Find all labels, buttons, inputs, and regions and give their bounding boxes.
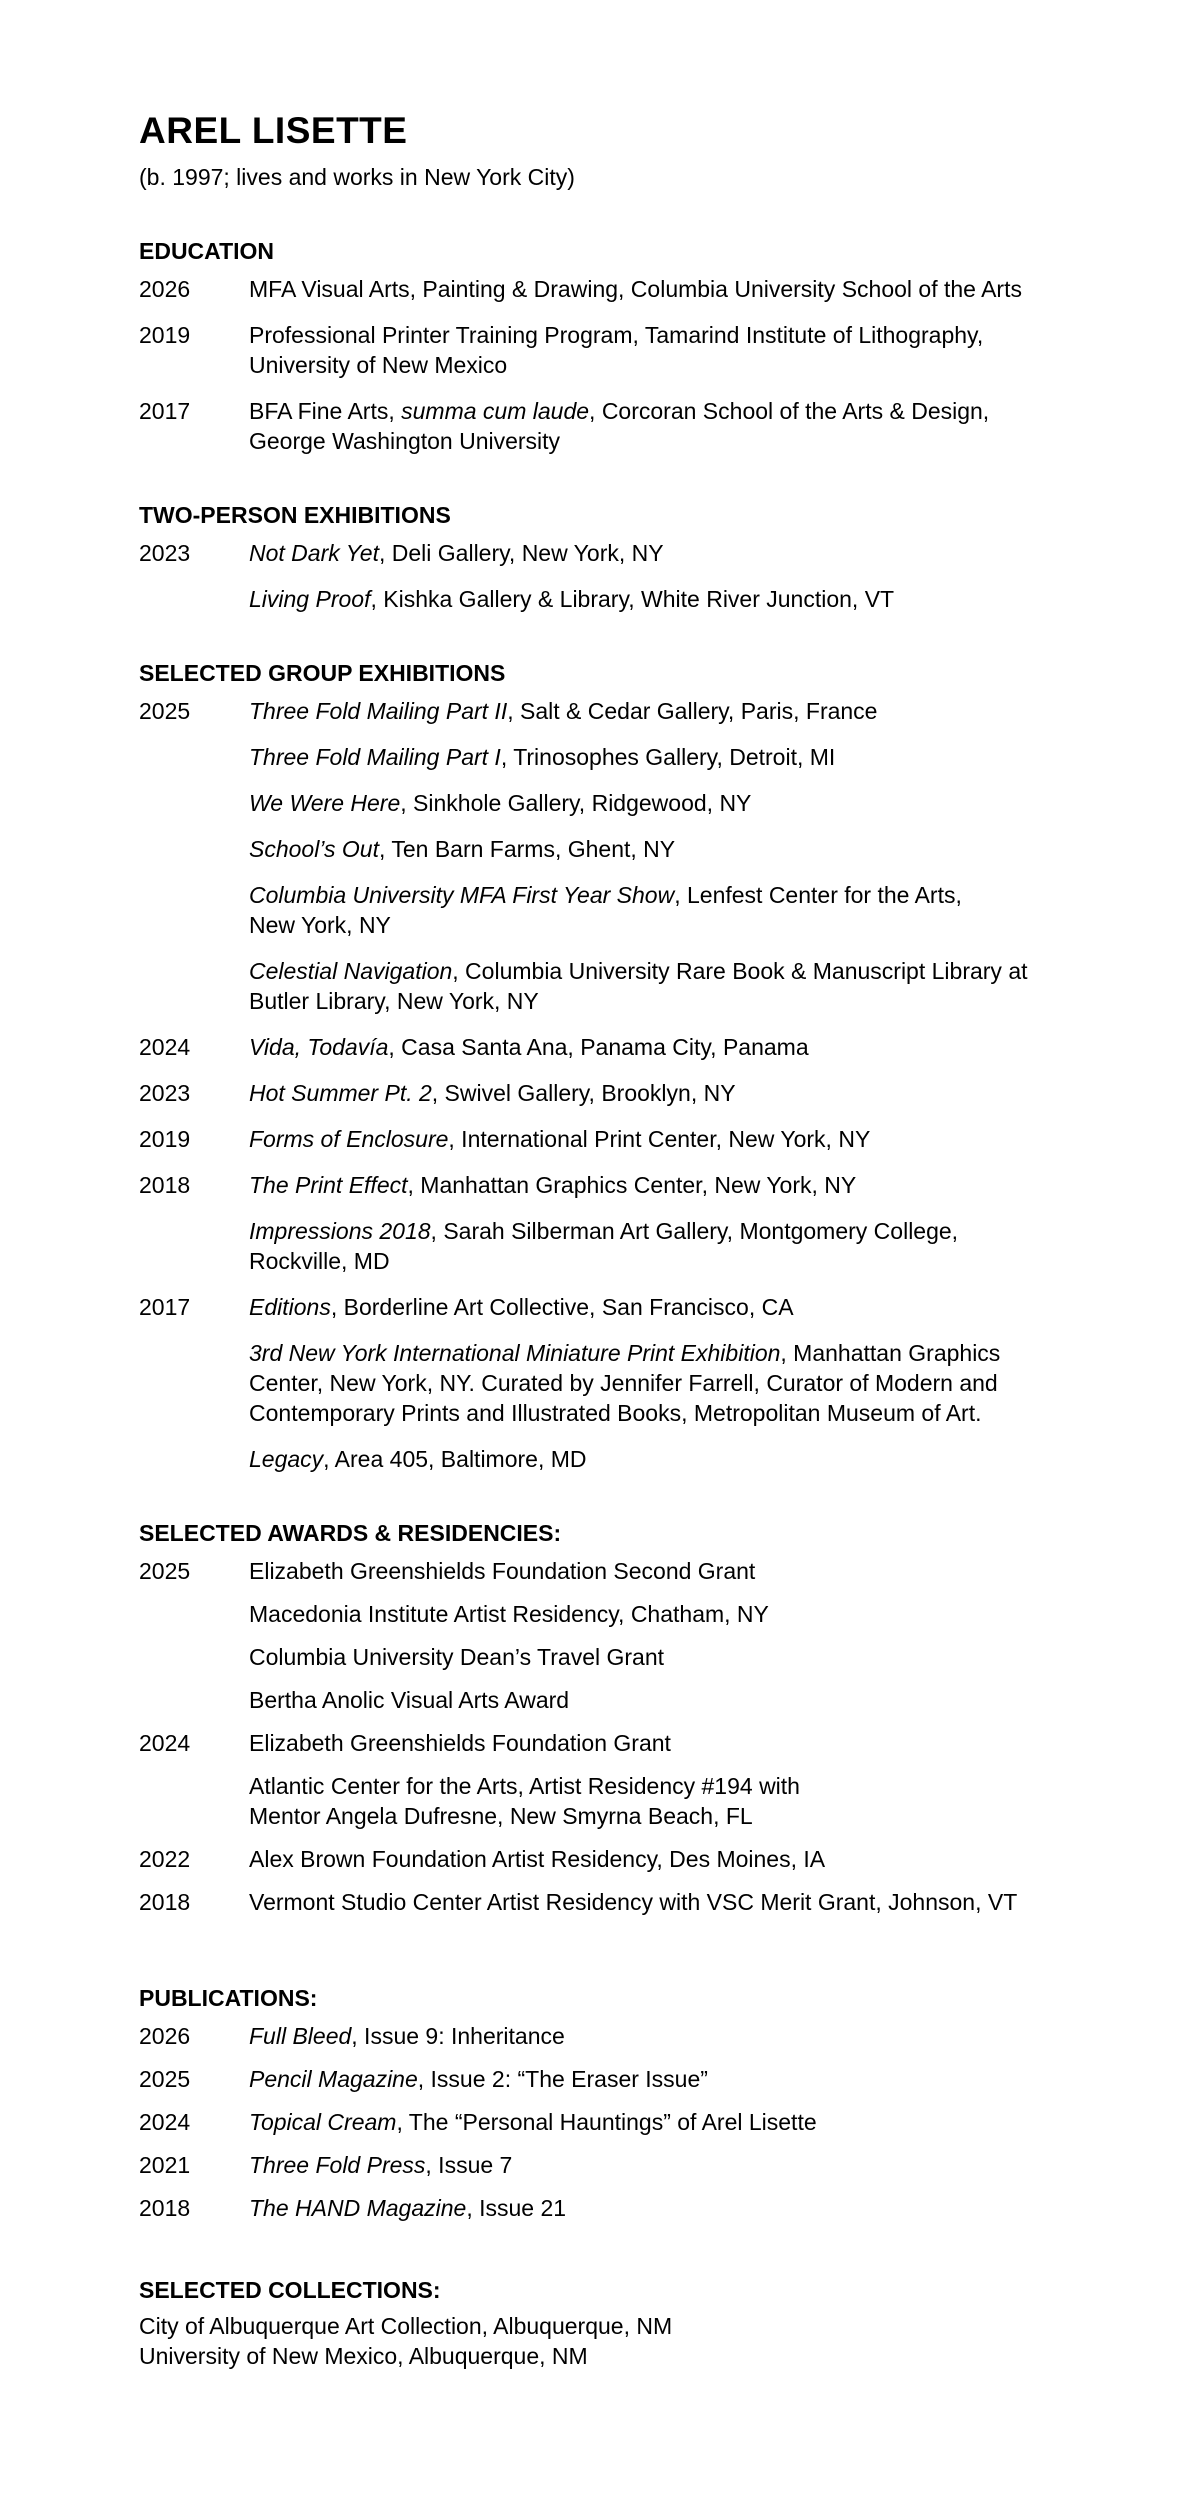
publications-section [139, 1983, 1059, 2223]
publications-heading: PUBLICATIONS: [139, 1985, 318, 2011]
entry-year [139, 1642, 249, 1672]
entry-title: We Were Here [249, 790, 401, 816]
group-exhibition-entry [139, 1292, 1059, 1322]
education-entry [139, 396, 1059, 456]
entry-text: Forms of Enclosure, International Print Center, New York, NY [249, 1126, 871, 1152]
entry-title: Three Fold Press [249, 2152, 426, 2178]
artist-name: AREL LISETTE [139, 110, 408, 151]
entry-text: We Were Here, Sinkhole Gallery, Ridgewood, NY [249, 790, 752, 816]
award-entry [139, 1728, 1059, 1758]
entry-year [139, 1685, 249, 1715]
entry-text: Full Bleed, Issue 9: Inheritance [249, 2023, 565, 2049]
entry-text: School’s Out, Ten Barn Farms, Ghent, NY [249, 836, 676, 862]
publication-entry [139, 2150, 1059, 2180]
publication-entry [139, 2107, 1059, 2137]
collections-heading: SELECTED COLLECTIONS: [139, 2277, 441, 2303]
entry-text: Living Proof, Kishka Gallery & Library, White River Junction, VT [249, 586, 895, 612]
entry-text: Elizabeth Greenshields Foundation Second Grant [249, 1558, 756, 1584]
entry-year [139, 880, 249, 940]
education-entry [139, 274, 1059, 304]
entry-title: Hot Summer Pt. 2 [249, 1080, 432, 1106]
education-heading: EDUCATION [139, 238, 275, 264]
awards-heading: SELECTED AWARDS & RESIDENCIES: [139, 1520, 562, 1546]
group-exhibitions-heading: SELECTED GROUP EXHIBITIONS [139, 660, 506, 686]
entry-year: 2023 [139, 540, 191, 566]
entry-text: Pencil Magazine, Issue 2: “The Eraser Issue” [249, 2066, 708, 2092]
entry-year [139, 834, 249, 864]
group-exhibition-entry [139, 1216, 1059, 1276]
group-exhibition-entry [139, 1338, 1059, 1428]
two-person-entry [139, 584, 1059, 614]
entry-year: 2024 [139, 2109, 191, 2135]
award-entry [139, 1556, 1059, 1586]
entry-title: Columbia University MFA First Year Show [249, 882, 675, 908]
entry-year: 2019 [139, 1126, 191, 1152]
group-exhibition-entry [139, 956, 1059, 1016]
education-section [139, 236, 1059, 456]
entry-text: The HAND Magazine, Issue 21 [249, 2195, 567, 2221]
entry-text: Three Fold Mailing Part II, Salt & Cedar Gallery, Paris, France [249, 698, 878, 724]
entry-text: 3rd New York International Miniature Print Exhibition, Manhattan Graphics Center, New York, NY. Curated by Jennifer Farrell, Curator of Modern and Contemporary Prints and Illustrated Books, Metropolitan Museum of Art. [249, 1340, 1001, 1426]
group-exhibitions-section [139, 658, 1059, 1474]
entry-year [139, 1216, 249, 1276]
group-exhibition-entry [139, 696, 1059, 726]
entry-year: 2026 [139, 2023, 191, 2049]
entry-text: Bertha Anolic Visual Arts Award [249, 1687, 570, 1713]
entry-text: MFA Visual Arts, Painting & Drawing, Columbia University School of the Arts [249, 276, 1022, 302]
two-person-entry [139, 538, 1059, 568]
entry-year [139, 788, 249, 818]
entry-year: 2017 [139, 398, 191, 424]
award-entry [139, 1685, 1059, 1715]
entry-title: Full Bleed [249, 2023, 352, 2049]
education-entry [139, 320, 1059, 380]
entry-year: 2024 [139, 1034, 191, 1060]
entry-title: Vida, Todavía [249, 1034, 389, 1060]
award-entry [139, 1844, 1059, 1874]
entry-text: Vida, Todavía, Casa Santa Ana, Panama City, Panama [249, 1034, 809, 1060]
entry-text: Vermont Studio Center Artist Residency with VSC Merit Grant, Johnson, VT [249, 1889, 1018, 1915]
award-entry [139, 1771, 1059, 1831]
artist-bio: (b. 1997; lives and works in New York City) [139, 164, 575, 190]
entry-text: Professional Printer Training Program, Tamarind Institute of Lithography, University of New Mexico [249, 322, 984, 378]
entry-year [139, 584, 249, 614]
entry-year: 2018 [139, 1172, 191, 1198]
entry-year [139, 1338, 249, 1428]
entry-year: 2019 [139, 322, 191, 348]
entry-title: Not Dark Yet [249, 540, 379, 566]
entry-text: BFA Fine Arts, summa cum laude, Corcoran School of the Arts & Design, George Washington University [249, 398, 990, 454]
entry-text: Atlantic Center for the Arts, Artist Residency #194 with Mentor Angela Dufresne, New Smyrna Beach, FL [249, 1773, 800, 1829]
group-exhibition-entry [139, 880, 1059, 940]
entry-text: Topical Cream, The “Personal Hauntings” of Arel Lisette [249, 2109, 817, 2135]
group-exhibition-entry [139, 1032, 1059, 1062]
entry-year [139, 742, 249, 772]
entry-title: Celestial Navigation [249, 958, 453, 984]
entry-text: Alex Brown Foundation Artist Residency, Des Moines, IA [249, 1846, 826, 1872]
entry-text: Columbia University MFA First Year Show, Lenfest Center for the Arts, New York, NY [249, 882, 962, 938]
publication-entry [139, 2064, 1059, 2094]
entry-year: 2018 [139, 1889, 191, 1915]
group-exhibition-entry [139, 1170, 1059, 1200]
entry-text: Three Fold Press, Issue 7 [249, 2152, 513, 2178]
entry-year: 2022 [139, 1846, 191, 1872]
entry-title: Three Fold Mailing Part I [249, 744, 501, 770]
entry-year [139, 1599, 249, 1629]
entry-title: Impressions 2018 [249, 1218, 431, 1244]
entry-year: 2023 [139, 1080, 191, 1106]
collection-item: University of New Mexico, Albuquerque, NM [139, 2343, 588, 2369]
entry-year [139, 956, 249, 1016]
entry-title: Legacy [249, 1446, 324, 1472]
award-entry [139, 1642, 1059, 1672]
entry-year: 2025 [139, 2066, 191, 2092]
entry-title: Forms of Enclosure [249, 1126, 449, 1152]
group-exhibition-entry [139, 788, 1059, 818]
entry-text: Elizabeth Greenshields Foundation Grant [249, 1730, 671, 1756]
entry-title: Living Proof [249, 586, 371, 612]
entry-year: 2021 [139, 2152, 191, 2178]
entry-text: Impressions 2018, Sarah Silberman Art Gallery, Montgomery College, Rockville, MD [249, 1218, 959, 1274]
entry-title: Topical Cream [249, 2109, 397, 2135]
entry-title: School’s Out [249, 836, 379, 862]
entry-title: Editions [249, 1294, 331, 1320]
publication-entry [139, 2193, 1059, 2223]
collection-item: City of Albuquerque Art Collection, Albuquerque, NM [139, 2313, 673, 2339]
two-person-heading: TWO-PERSON EXHIBITIONS [139, 502, 451, 528]
entry-text: Hot Summer Pt. 2, Swivel Gallery, Brooklyn, NY [249, 1080, 736, 1106]
group-exhibition-entry [139, 1124, 1059, 1154]
award-entry [139, 1887, 1059, 1917]
entry-title: The HAND Magazine [249, 2195, 467, 2221]
entry-year: 2017 [139, 1294, 191, 1320]
entry-year [139, 1771, 249, 1831]
award-entry [139, 1599, 1059, 1629]
entry-year: 2025 [139, 698, 191, 724]
entry-text: Columbia University Dean’s Travel Grant [249, 1644, 665, 1670]
group-exhibition-entry [139, 742, 1059, 772]
entry-text: Editions, Borderline Art Collective, San Francisco, CA [249, 1294, 794, 1320]
publication-entry [139, 2021, 1059, 2051]
group-exhibition-entry [139, 834, 1059, 864]
entry-text: Macedonia Institute Artist Residency, Chatham, NY [249, 1601, 769, 1627]
entry-text: Three Fold Mailing Part I, Trinosophes Gallery, Detroit, MI [249, 744, 836, 770]
two-person-section [139, 500, 1059, 614]
entry-title: 3rd New York International Miniature Print Exhibition [249, 1340, 781, 1366]
entry-title: Three Fold Mailing Part II [249, 698, 508, 724]
awards-section [139, 1518, 1059, 1917]
group-exhibition-entry [139, 1444, 1059, 1474]
entry-year [139, 1444, 249, 1474]
entry-title: Pencil Magazine [249, 2066, 418, 2092]
entry-year: 2024 [139, 1730, 191, 1756]
entry-title: The Print Effect [249, 1172, 408, 1198]
entry-text: Legacy, Area 405, Baltimore, MD [249, 1446, 587, 1472]
entry-text: Celestial Navigation, Columbia University Rare Book & Manuscript Library at Butler Library, New York, NY [249, 958, 1028, 1014]
group-exhibition-entry [139, 1078, 1059, 1108]
entry-text: Not Dark Yet, Deli Gallery, New York, NY [249, 540, 664, 566]
entry-text: The Print Effect, Manhattan Graphics Center, New York, NY [249, 1172, 857, 1198]
entry-year: 2025 [139, 1558, 191, 1584]
collections-section [139, 2275, 1059, 2371]
entry-year: 2018 [139, 2195, 191, 2221]
cv-document [139, 108, 1059, 2371]
entry-year: 2026 [139, 276, 191, 302]
